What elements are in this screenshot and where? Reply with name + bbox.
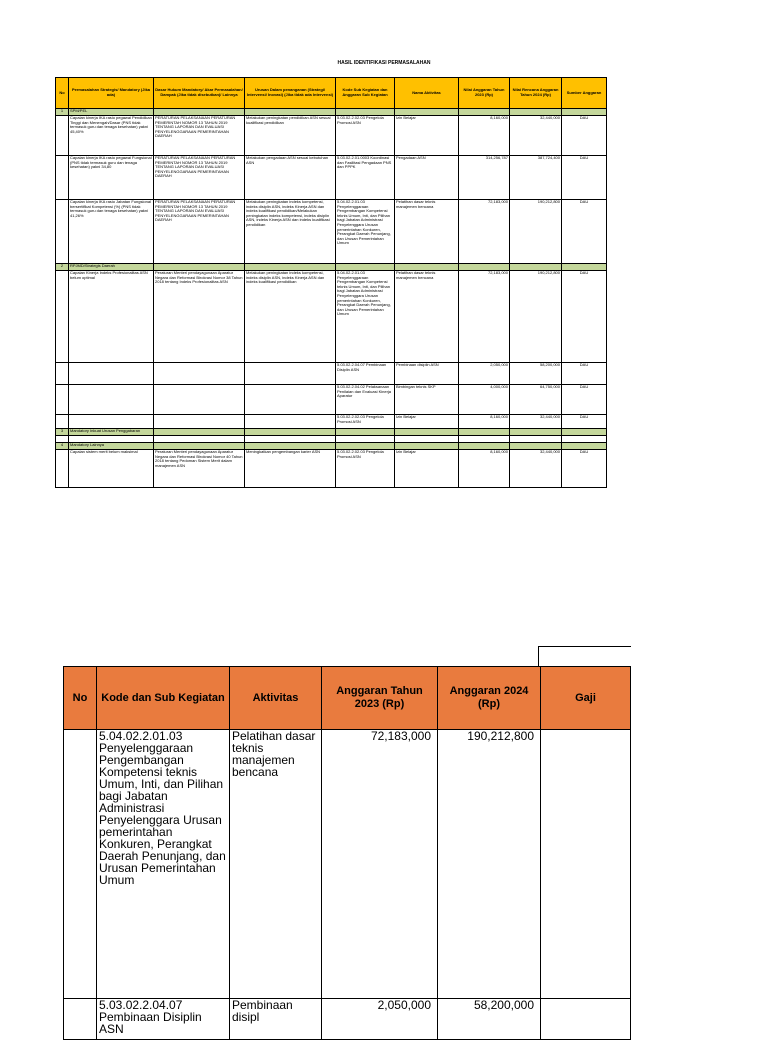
table-row: [56, 156, 607, 200]
code-cell: 5.03.02.2.02.03 Pengelola Promosi ASN: [336, 116, 395, 156]
section-row: [56, 109, 607, 116]
budget-2023-cell: 314,256,787: [459, 156, 510, 200]
problem-cell: Capaian kinerja IKA rasio pegawai Fungsional (PNS tidak termasuk guru dan tenaga kesehatan) yakni 34,80: [69, 156, 154, 200]
activity-cell: Izin Belajar: [395, 415, 459, 429]
basis-cell: Peraturan Menteri pendayagunaan Aparatur Negara dan Reformasi Birokrasi Nomor 38 Tahun 2018 tentang Indeks Profesionalitas ASN: [154, 271, 245, 363]
activity-cell: Izin Belajar: [395, 450, 459, 488]
detail-gaji-cell: [541, 730, 631, 999]
source-cell: DAU: [562, 450, 607, 488]
activity-cell: Pelatihan dasar teknis manajemen bencana: [395, 200, 459, 264]
code-cell: 5.04.02.2.01.03 Penyelenggaraan Pengembangan Kompetensi teknis Umum, Inti, dan Pilihan bagi Jabatan Administrasi Penyelenggara Urusan pemerintahan Konkuren, Perangkat Daerah Penunjang, dan Urusan Pemerintahan Umum: [336, 200, 395, 264]
detail-header-activity: Aktivitas: [230, 667, 322, 730]
section-title: Mandatory Inkuat Urusan Penggabaran: [69, 429, 154, 436]
strategy-cell: Melakukan peningkatan pendidikan ASN sesuai kualifikasi pendidikan: [245, 116, 336, 156]
detail-activity-cell: Pembinaan disipl: [230, 999, 322, 1040]
detail-header-gaji: Gaji: [541, 667, 631, 730]
problem-cell: Capaian Kinerja Indeks Profesionalitas ASN belum optimal: [69, 271, 154, 363]
code-cell: 5.03.02.2.02.03 Pengelola Promosi ASN: [336, 415, 395, 429]
strategy-cell: Melakukan peningkatan indeks kompetensi, indeks disiplin ASN, indeks Kinerja ASN dan indeks kualifikasi pendidikan/Melakukan peningkatan indeks kompetensi, indeks disiplin ASN, indeks Kinerja ASN dan indeks kualifikasi pendidikan: [245, 200, 336, 264]
source-cell: DAU: [562, 385, 607, 415]
detail-budget-2024-cell: 190,212,800: [438, 730, 541, 999]
budget-2024-cell: 32,440,000: [510, 116, 562, 156]
code-cell: 5.04.02.2.01.03 Penyelenggaraan Pengembangan Kompetensi teknis Umum, Inti, dan Pilihan bagi Jabatan Administrasi Penyelenggara Urusan pemerintahan Konkuren, Perangkat Daerah Penunjang, dan Urusan Pemerintahan Umum: [336, 271, 395, 363]
budget-2023-cell: 2,050,000: [459, 363, 510, 385]
detail-no-cell: [64, 730, 97, 999]
activity-cell: Pelatihan dasar teknis manajemen bencana: [395, 271, 459, 363]
strategy-cell: Melakukan peningkatan indeks kompetensi, indeks disiplin ASN, indeks Kinerja ASN dan indeks kualifikasi pendidikan: [245, 271, 336, 363]
detail-header-budget-2024: Anggaran 2024 (Rp): [438, 667, 541, 730]
activity-cell: Pengadaan ASN: [395, 156, 459, 200]
code-cell: 5.03.02.2.04.02 Pelaksanaan Penilaian dan Evaluasi Kinerja Aparatur: [336, 385, 395, 415]
source-cell: DAU: [562, 116, 607, 156]
table-row: [64, 999, 631, 1040]
basis-cell: Peraturan Menteri pendayagunaan Aparatur Negara dan Reformasi Birokrasi Nomor 40 Tahun 2018 tentang Pedoman Sistem Merit dalam manajemen ASN: [154, 450, 245, 488]
detail-header-code: Kode dan Sub Kegiatan: [97, 667, 230, 730]
detail-budget-2023-cell: 72,183,000: [322, 730, 438, 999]
table-row: [56, 363, 607, 385]
header-bracket: [538, 646, 631, 667]
detail-activity-cell: Pelatihan dasar teknis manajemen bencana: [230, 730, 322, 999]
budget-2024-cell: 32,440,000: [510, 415, 562, 429]
summary-header-no: No: [56, 78, 69, 109]
section-row: [56, 443, 607, 450]
table-row: [56, 116, 607, 156]
problem-cell: Capaian kinerja IKA rasio Jabatan Fungsional bersertifikat Kompetensi (%) (PNS tidak termasuk guru dan tenaga kesehatan) yakni 41,26%: [69, 200, 154, 264]
page-title: HASIL IDENTIFIKASI PERMASALAHAN: [337, 60, 431, 66]
budget-2023-cell: 8,160,000: [459, 116, 510, 156]
budget-2023-cell: 72,183,000: [459, 200, 510, 264]
detail-header-row: [64, 667, 631, 730]
table-row: [56, 385, 607, 415]
section-number: 4: [56, 443, 69, 450]
code-cell: 5.03.02.2.01.0003 Koordinasi dan Fasilitasi Pengadaan PNS dan PPPK: [336, 156, 395, 200]
detail-code-cell: 5.03.02.2.04.07 Pembinaan Disiplin ASN: [97, 999, 230, 1040]
code-cell: 5.03.02.2.04.07 Pembinaan Disiplin ASN: [336, 363, 395, 385]
budget-2023-cell: 8,160,000: [459, 450, 510, 488]
table-row: [56, 200, 607, 264]
table-row: [56, 450, 607, 488]
budget-2024-cell: 64,750,000: [510, 385, 562, 415]
budget-2024-cell: 58,200,000: [510, 363, 562, 385]
budget-2024-cell: 32,440,000: [510, 450, 562, 488]
section-title: Mandatory Lainnya: [69, 443, 154, 450]
detail-table: [63, 666, 631, 1040]
summary-header-activity: Nama Aktivitas: [395, 78, 459, 109]
basis-cell: PERATURAN PELAKSANAAN PERATURAN PEMERINTAH NOMOR 13 TAHUN 2019 TENTANG LAPORAN DAN EVALUASI PENYELENGGARAAN PEMERINTAHAN DAERAH: [154, 116, 245, 156]
source-cell: DAU: [562, 363, 607, 385]
summary-header-budget-2023: Nilai Anggaran Tahun 2023 (Rp): [459, 78, 510, 109]
section-number: 3: [56, 429, 69, 436]
budget-2024-cell: 190,212,800: [510, 271, 562, 363]
section-number: 2: [56, 264, 69, 271]
budget-2023-cell: 8,160,000: [459, 415, 510, 429]
budget-2024-cell: 387,724,400: [510, 156, 562, 200]
activity-cell: Izin Belajar: [395, 116, 459, 156]
basis-cell: PERATURAN PELAKSANAAN PERATURAN PEMERINTAH NOMOR 13 TAHUN 2019 TENTANG LAPORAN DAN EVALUASI PENYELENGGARAAN PEMERINTAHAN DAERAH: [154, 156, 245, 200]
detail-code-cell: 5.04.02.2.01.03 Penyelenggaraan Pengembangan Kompetensi teknis Umum, Inti, dan Pilihan bagi Jabatan Administrasi Penyelenggara Urusan pemerintahan Konkuren, Perangkat Daerah Penunjang, dan Urusan Pemerintahan Umum: [97, 730, 230, 999]
section-row: [56, 264, 607, 271]
strategy-cell: Melakukan pengadaan ASN sesuai kebutuhan ASN: [245, 156, 336, 200]
summary-header-basis: Dasar Hukum Mandatory/ Akar Permasalahan/ Dampak (Jika tidak disebutkan)/ Lainnya: [154, 78, 245, 109]
budget-2024-cell: 190,212,800: [510, 200, 562, 264]
detail-budget-2023-cell: 2,050,000: [322, 999, 438, 1040]
table-row: [56, 436, 607, 443]
section-title: RPJMD/Strategis Daerah: [69, 264, 154, 271]
problem-cell: Capaian sistem merit belum maksimal: [69, 450, 154, 488]
table-row: [56, 415, 607, 429]
summary-header-strategy: Urusan Dalam penanganan (Strategi/ Intervensi/ Inovasi) (Jika tidak ada Intervensi): [245, 78, 336, 109]
code-cell: 5.03.02.2.02.03 Pengelola Promosi ASN: [336, 450, 395, 488]
budget-2023-cell: 72,183,000: [459, 271, 510, 363]
activity-cell: Bimbingan teknis SKP: [395, 385, 459, 415]
detail-budget-2024-cell: 58,200,000: [438, 999, 541, 1040]
activity-cell: Pembinaan disiplin ASN: [395, 363, 459, 385]
budget-2023-cell: 4,000,000: [459, 385, 510, 415]
table-row: [56, 271, 607, 363]
section-row: [56, 429, 607, 436]
summary-header-problem: Permasalahan Strategis/ Mandatory (Jika ada): [69, 78, 154, 109]
strategy-cell: Meningkatkan pengembangan karier ASN: [245, 450, 336, 488]
source-cell: DAU: [562, 271, 607, 363]
source-cell: DAU: [562, 415, 607, 429]
source-cell: DAU: [562, 156, 607, 200]
detail-gaji-cell: [541, 999, 631, 1040]
basis-cell: PERATURAN PELAKSANAAN PERATURAN PEMERINTAH NOMOR 13 TAHUN 2019 TENTANG LAPORAN DAN EVALUASI PENYELENGGARAAN PEMERINTAHAN DAERAH: [154, 200, 245, 264]
summary-header-code: Kode Sub Kegiatan dan Anggaran Sub Kegiatan: [336, 78, 395, 109]
section-title: SPM/PEL: [69, 109, 154, 116]
table-row: [64, 730, 631, 999]
problem-cell: Capaian kinerja IKA rasio pegawai Pendidikan Tinggi dan Menengah/Dasar (PNS tidak termasuk guru dan tenaga kesehatan) yakni 45,40%: [69, 116, 154, 156]
detail-header-budget-2023: Anggaran Tahun 2023 (Rp): [322, 667, 438, 730]
summary-header-row: [56, 78, 607, 109]
summary-header-source: Sumber Anggaran: [562, 78, 607, 109]
section-number: 1: [56, 109, 69, 116]
detail-header-no: No: [64, 667, 97, 730]
summary-table: [55, 77, 607, 488]
detail-no-cell: [64, 999, 97, 1040]
source-cell: DAU: [562, 200, 607, 264]
summary-header-budget-2024: Nilai Rencana Anggaran Tahun 2024 (Rp): [510, 78, 562, 109]
